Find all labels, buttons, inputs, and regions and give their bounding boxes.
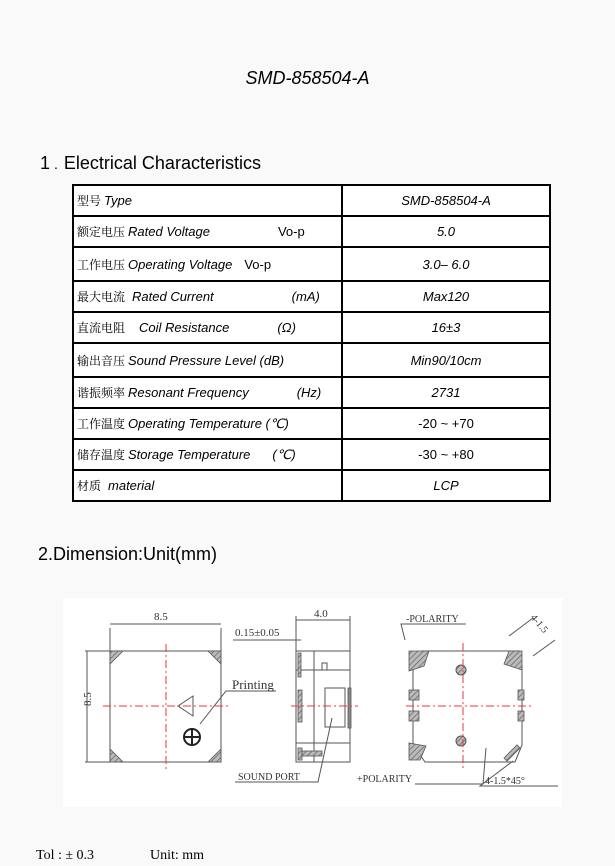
table-row: [73, 343, 550, 377]
table-row: [73, 312, 550, 343]
neg-polarity-pad: [409, 651, 429, 671]
parameter-en-label: Storage Temperature: [128, 447, 251, 462]
parameter-unit: Vo-p: [277, 224, 305, 239]
corner-pad: [504, 651, 522, 670]
section-number: 1: [40, 153, 51, 173]
parameter-en-label: Sound Pressure Level (dB): [128, 352, 285, 368]
side-pad: [409, 690, 419, 700]
section-title: Electrical Characteristics: [63, 153, 261, 173]
front-view: [85, 624, 276, 762]
printing-leader: [200, 691, 276, 724]
sound-port-label: SOUND PORT: [238, 772, 300, 783]
table-row: [73, 408, 550, 439]
pin-hole: [456, 665, 466, 675]
parameter-cell: [73, 247, 342, 281]
parameter-cell: [73, 312, 342, 343]
parameter-cn-label: 材质: [77, 479, 102, 493]
neg-polarity-label: -POLARITY: [406, 614, 459, 625]
side-view: [233, 616, 350, 782]
document-title: SMD-858504-A: [245, 68, 370, 88]
table-row: [73, 377, 550, 408]
parameter-unit: (Ω): [277, 320, 296, 335]
corner-pad: [208, 651, 221, 664]
parameter-cn-label: 直流电阻: [77, 321, 126, 335]
corner-pad: [110, 749, 123, 762]
gap-dim-label: 0.15±0.05: [235, 627, 280, 639]
side-edge: [348, 688, 351, 728]
parameter-en-label: Rated Voltage: [128, 224, 210, 239]
parameter-cn-label: 工作电压: [77, 257, 126, 272]
parameter-cell: [73, 185, 342, 216]
width-dim-label: 8.5: [154, 611, 168, 623]
parameter-en-label: Type: [104, 193, 132, 208]
side-pad: [518, 690, 524, 700]
bottom-view: [401, 618, 558, 786]
parameter-cell: [73, 281, 342, 312]
parameter-value: 5.0: [342, 216, 550, 247]
height-dim-label: 8.5: [82, 692, 94, 706]
printing-label: Printing: [232, 677, 274, 692]
parameter-cell: [73, 377, 342, 408]
table-row: [73, 439, 550, 470]
pin-hole: [456, 736, 466, 746]
parameter-value: -30 ~ +80: [342, 439, 550, 470]
parameter-value: LCP: [342, 470, 550, 501]
table-row: [73, 185, 550, 216]
parameter-en-label: Resonant Frequency: [128, 385, 249, 400]
plus-marker-icon: [184, 729, 200, 745]
parameter-cell: [73, 439, 342, 470]
side-pad: [298, 748, 302, 760]
parameter-cell: [73, 343, 342, 377]
corner-pad: [208, 749, 221, 762]
parameter-value: Max120: [342, 281, 550, 312]
parameter-cn-label: 储存温度: [77, 448, 126, 462]
parameter-cell: [73, 216, 342, 247]
parameter-value: Min90/10cm: [342, 343, 550, 377]
parameter-cn-label: 工作温度: [77, 417, 126, 431]
parameter-unit: (℃): [272, 447, 296, 462]
parameter-value: 3.0– 6.0: [342, 247, 550, 281]
parameter-value: 2731: [342, 377, 550, 408]
side-pad: [298, 653, 301, 677]
parameter-cn-label: 最大电流: [77, 290, 126, 304]
parameter-en-label: Operating Temperature (℃): [128, 416, 289, 431]
chamfer-dim-label: 4-1.5*45°: [485, 776, 525, 787]
parameter-unit: (mA): [291, 289, 320, 304]
parameter-en-label: Operating Voltage: [128, 256, 233, 272]
parameter-value: -20 ~ +70: [342, 408, 550, 439]
parameter-value: SMD-858504-A: [342, 185, 550, 216]
pos-polarity-leader: [415, 748, 486, 784]
parameter-cn-label: 额定电压: [77, 225, 126, 239]
section-dot: .: [54, 156, 58, 172]
parameter-cell: [73, 470, 342, 501]
parameter-cn-label: 型号: [77, 194, 102, 208]
parameter-en-label: Rated Current: [132, 289, 214, 304]
parameter-cn-label: 输出音压: [77, 353, 126, 368]
electrical-characteristics-table: [72, 184, 551, 502]
table-row: [73, 247, 550, 281]
parameter-en-label: Coil Resistance: [139, 320, 230, 335]
parameter-cell: [73, 408, 342, 439]
front-centerlines: [103, 644, 228, 770]
unit-note: Unit: mm: [150, 848, 205, 863]
parameter-en-label: material: [108, 478, 155, 493]
pos-polarity-pad: [409, 743, 426, 760]
parameter-cn-label: 谐振频率: [77, 386, 126, 400]
section-heading-electrical: [40, 153, 261, 174]
parameter-value: 16±3: [342, 312, 550, 343]
corner-pad: [504, 745, 520, 761]
side-pad: [409, 711, 419, 721]
dimension-drawing: [63, 598, 562, 807]
side-pad: [518, 711, 524, 721]
pad-dim-line: [533, 640, 555, 656]
parameter-unit: (Hz): [296, 385, 322, 400]
parameter-unit: Vo-p: [244, 256, 272, 272]
corner-pad: [110, 651, 123, 664]
section-heading-dimension: 2.Dimension:Unit(mm): [38, 544, 218, 564]
pos-polarity-label: +POLARITY: [357, 774, 413, 785]
table-row: [73, 216, 550, 247]
table-row: [73, 470, 550, 501]
side-detail: [322, 663, 327, 670]
neg-polarity-leader: [401, 624, 466, 640]
pad-dim-label: 4-1.5: [528, 612, 550, 636]
side-pad: [302, 751, 322, 756]
sound-port-outline: [325, 688, 345, 727]
tolerance-note: Tol : ± 0.3: [36, 848, 95, 863]
table-row: [73, 281, 550, 312]
thickness-dim-label: 4.0: [314, 608, 328, 620]
